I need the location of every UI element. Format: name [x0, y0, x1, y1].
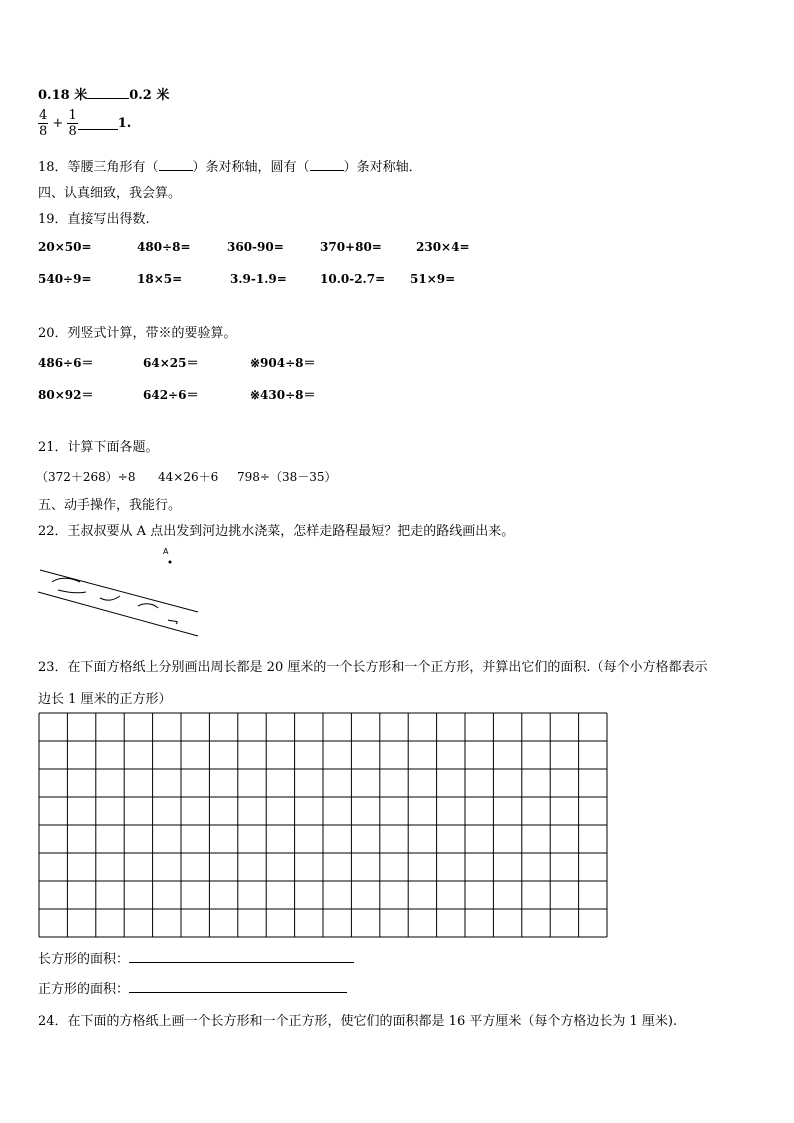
section-5-title: 五、动手操作，我能行。 — [38, 498, 182, 513]
point-a — [169, 561, 172, 564]
water-wave — [168, 620, 177, 624]
water-wave — [138, 604, 158, 608]
fraction-denominator: 8 — [39, 124, 48, 139]
math-item: 642÷6＝ — [143, 388, 199, 402]
math-item: 230×4= — [416, 240, 470, 254]
answer-blank[interactable] — [310, 158, 344, 171]
square-area-line — [38, 978, 347, 997]
fraction-1 — [38, 108, 48, 139]
fraction-numerator: 4 — [39, 108, 48, 123]
square-area-label: 正方形的面积： — [38, 982, 130, 997]
question-18 — [38, 156, 422, 175]
answer-blank[interactable] — [159, 158, 193, 171]
square-grid[interactable] — [38, 712, 608, 938]
river-diagram — [30, 540, 210, 640]
math-item: 18×5= — [137, 272, 183, 286]
compare-line-1 — [38, 84, 169, 103]
math-item: 360-90= — [227, 240, 284, 254]
rect-area-label: 长方形的面积： — [38, 952, 130, 967]
math-item: 540÷9= — [38, 272, 92, 286]
question-24-title: 24．在下面的方格纸上画一个长方形和一个正方形，使它们的面积都是 16 平方厘米（每个方格边长为 1 厘米). — [38, 1014, 678, 1029]
fraction-2 — [67, 108, 77, 139]
fraction-denominator: 8 — [68, 124, 77, 139]
question-23-title-line-2: 边长 1 厘米的正方形） — [38, 692, 172, 707]
q18-text-a: 18．等腰三角形有（ — [38, 160, 159, 175]
math-item: 44×26＋6 — [158, 470, 219, 484]
math-item: 480÷8= — [137, 240, 191, 254]
rect-area-line — [38, 948, 354, 967]
math-item: 486÷6＝ — [38, 356, 94, 370]
math-item: 64×25＝ — [143, 356, 199, 370]
math-item: ※430÷8＝ — [250, 388, 316, 402]
water-wave — [100, 596, 120, 600]
compare-right: 1. — [117, 116, 132, 131]
math-item: 3.9-1.9= — [230, 272, 287, 286]
rect-area-answer[interactable] — [129, 950, 354, 963]
question-19-title: 19．直接写出得数. — [38, 212, 150, 227]
math-item: 370+80= — [320, 240, 382, 254]
math-item: 80×92＝ — [38, 388, 94, 402]
answer-blank[interactable] — [87, 86, 129, 99]
square-area-answer[interactable] — [129, 980, 347, 993]
question-23-title-line-1: 23．在下面方格纸上分别画出周长都是 20 厘米的一个长方形和一个正方形，并算出它们的面积.（每个小方格都表示 — [38, 660, 708, 675]
q18-text-b: ）条对称轴，圆有（ — [192, 160, 310, 175]
question-21-title: 21．计算下面各题。 — [38, 440, 159, 455]
water-wave — [58, 590, 86, 593]
math-item: 10.0-2.7= — [320, 272, 386, 286]
math-item: ※904÷8＝ — [250, 356, 316, 370]
compare-line-2 — [38, 108, 131, 139]
fraction-numerator: 1 — [68, 108, 77, 123]
plus-sign: + — [52, 116, 64, 131]
compare-left: 0.18 米 — [38, 88, 88, 103]
answer-blank[interactable] — [78, 117, 118, 130]
math-item: 51×9= — [410, 272, 456, 286]
point-a-label: A — [163, 547, 169, 556]
riverbank-lower — [38, 592, 198, 636]
section-4-title: 四、认真细致，我会算。 — [38, 186, 182, 201]
question-20-title: 20．列竖式计算，带※的要验算。 — [38, 326, 237, 341]
math-item: （372＋268）÷8 — [36, 470, 136, 484]
question-22-title: 22．王叔叔要从 A 点出发到河边挑水浇菜，怎样走路程最短？把走的路线画出来。 — [38, 524, 515, 539]
water-wave — [52, 578, 80, 582]
compare-right: 0.2 米 — [129, 88, 170, 103]
q18-text-c: ）条对称轴． — [343, 160, 422, 175]
math-item: 798÷（38－35） — [237, 470, 337, 484]
math-item: 20×50= — [38, 240, 92, 254]
